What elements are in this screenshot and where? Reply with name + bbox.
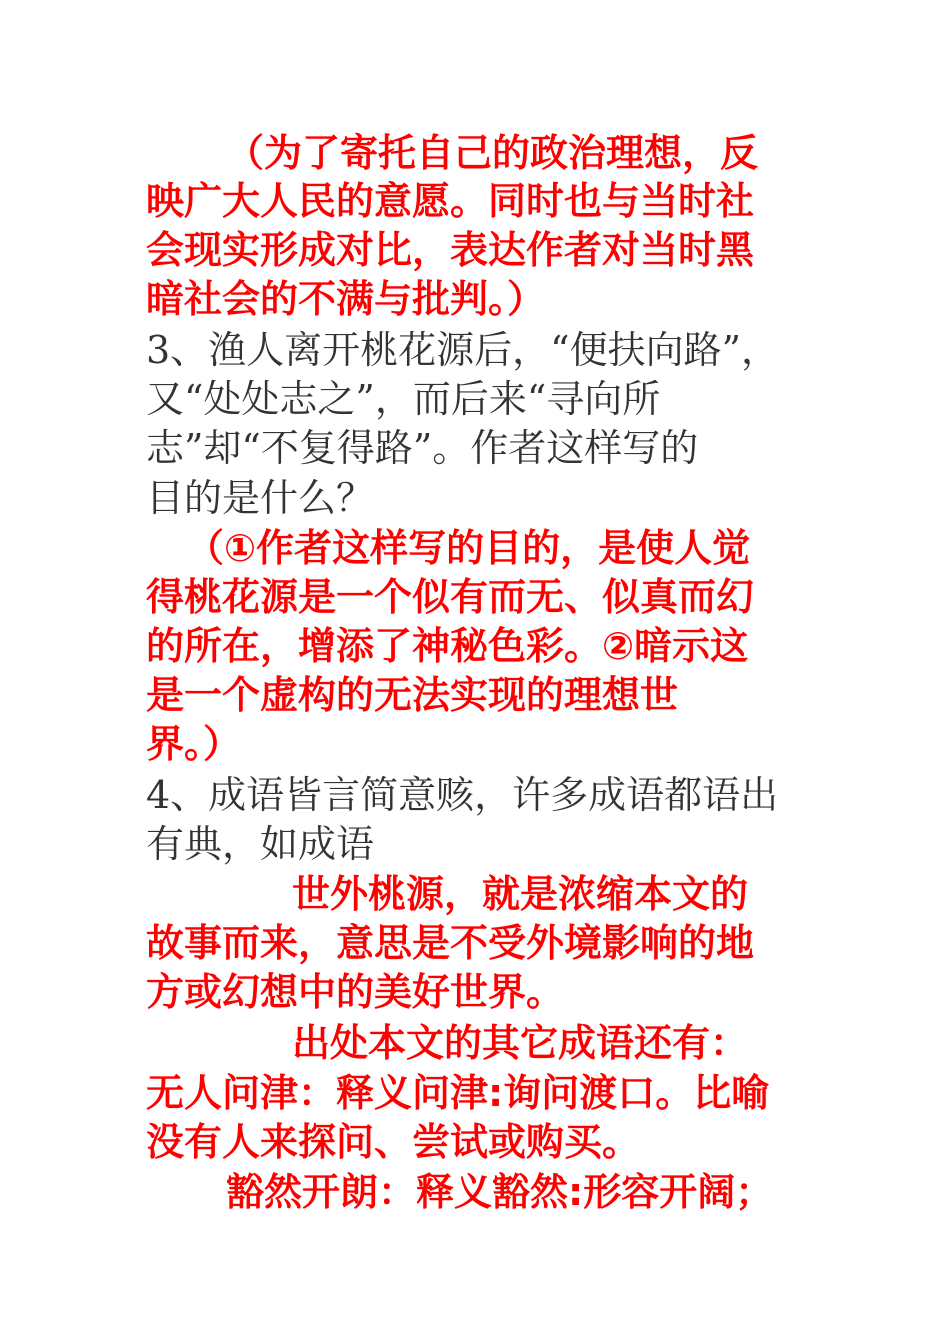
answer-3-line-5: 界。） (146, 722, 242, 766)
answer-3-line-2: 得桃花源是一个似有而无、似真而幻 (146, 575, 755, 619)
question-4-line-2: 有典，如成语 (146, 822, 375, 866)
answer-3-line-1: （①作者这样写的目的，是使人觉 (186, 526, 751, 570)
answer-2-line-2: 映广大人民的意愿。同时也与当时社 (146, 179, 755, 223)
answer-2-line-4: 暗社会的不满与批判。） (146, 277, 546, 321)
answer-3-line-4: 是一个虚构的无法实现的理想世 (146, 673, 679, 717)
idiom-2-line-1: 豁然开朗：释义豁然:形容开阔； (226, 1170, 774, 1214)
question-3-line-3: 志”却“不复得路”。作者这样写的 (146, 426, 699, 470)
answer-2-line-1: （为了寄托自己的政治理想，反 (226, 131, 759, 175)
answer-3-line-3: 的所在，增添了神秘色彩。②暗示这 (146, 624, 749, 668)
answer-4-line-3: 方或幻想中的美好世界。 (146, 970, 565, 1014)
question-4-line-1: 4、成语皆言简意赅，许多成语都语出 (146, 773, 779, 817)
idiom-1-line-2: 没有人来探问、尝试或购买。 (146, 1120, 641, 1164)
answer-4-line-1: 世外桃源，就是浓缩本文的 (292, 872, 749, 916)
idioms-heading: 出处本文的其它成语还有： (292, 1021, 749, 1065)
answer-2-line-3: 会现实形成对比，表达作者对当时黑 (146, 228, 755, 272)
question-3-line-1: 3、渔人离开桃花源后，“便扶向路”， (146, 328, 780, 372)
question-3-line-4: 目的是什么？ (146, 476, 375, 520)
idiom-1-line-1: 无人问津：释义问津:询问渡口。比喻 (146, 1071, 770, 1115)
answer-4-line-2: 故事而来，意思是不受外境影响的地 (146, 921, 755, 965)
question-3-line-2: 又“处处志之”，而后来“寻向所 (146, 377, 661, 421)
